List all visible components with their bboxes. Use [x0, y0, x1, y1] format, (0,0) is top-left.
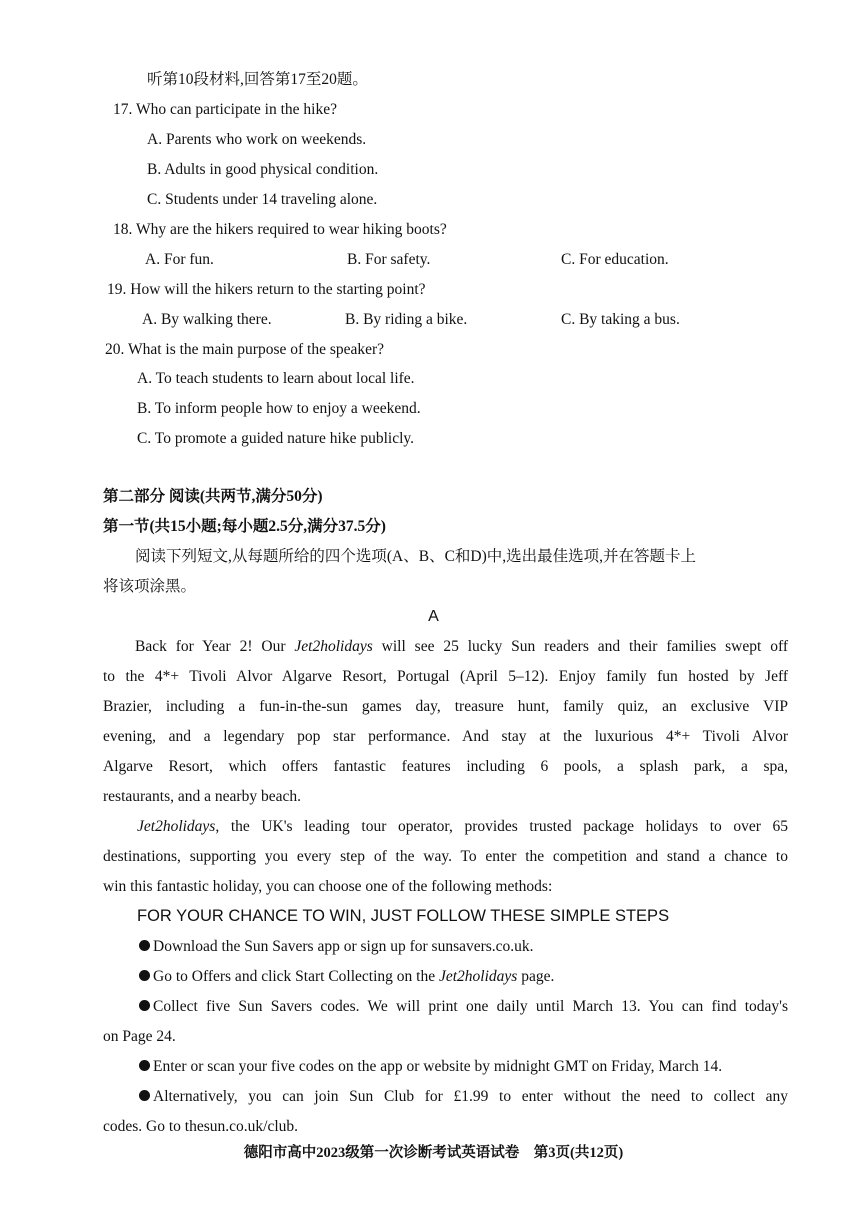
question-17-option-b: B. Adults in good physical condition. [147, 161, 379, 178]
brand-name: Jet2holidays [294, 638, 373, 655]
reading-part-title: 第二部分 阅读(共两节,满分50分) [103, 488, 323, 505]
question-17-option-c: C. Students under 14 traveling alone. [147, 191, 378, 208]
bullet-icon [139, 1060, 150, 1071]
passage-p1-line-6: restaurants, and a nearby beach. [103, 788, 301, 805]
brand-name: Jet2holidays [438, 968, 518, 985]
question-17-option-a: A. Parents who work on weekends. [147, 131, 367, 148]
step-3-line-1 [139, 997, 788, 1017]
step-2-pre: Go to Offers and click Start Collecting on the [153, 968, 439, 985]
question-18-option-b: B. For safety. [347, 251, 431, 268]
passage-p1-line-5: Algarve Resort, which offers fantastic features including 6 pools, a splash park, a spa, [103, 758, 788, 775]
bullet-icon [139, 1000, 150, 1011]
question-20-option-c: C. To promote a guided nature hike publicly. [137, 430, 414, 447]
page-footer: 德阳市高中2023级第一次诊断考试英语试卷 第3页(共12页) [243, 1145, 624, 1161]
reading-instructions-line-2: 将该项涂黑。 [103, 578, 197, 595]
bullet-icon [139, 970, 150, 981]
step-4 [139, 1057, 722, 1077]
question-17-stem: 17. Who can participate in the hike? [113, 101, 337, 118]
question-20-option-a: A. To teach students to learn about local life. [137, 370, 415, 387]
question-20-option-b: B. To inform people how to enjoy a weekend. [137, 400, 421, 417]
step-5-line-1 [139, 1087, 788, 1107]
step-2 [139, 967, 554, 987]
passage-p1-line-4: evening, and a legendary pop star performance. And stay at the luxurious 4*+ Tivoli Alvor [103, 728, 788, 745]
passage-p2-line-3: win this fantastic holiday, you can choose one of the following methods: [103, 878, 553, 895]
step-5-line-2: codes. Go to thesun.co.uk/club. [103, 1118, 299, 1135]
step-5-text: Alternatively, you can join Sun Club for £1.99 to enter without the need to collect any [153, 1088, 788, 1105]
step-4-text: Enter or scan your five codes on the app or website by midnight GMT on Friday, March 14. [153, 1058, 723, 1075]
listening-section-intro: 听第10段材料,回答第17至20题。 [147, 71, 368, 88]
brand-name: Jet2holidays [137, 818, 216, 835]
bullet-icon [139, 940, 150, 951]
passage-p1-line-1-post: will see 25 lucky Sun readers and their families swept off [372, 638, 788, 655]
bullet-icon [139, 1090, 150, 1101]
question-19-option-a: A. By walking there. [142, 311, 272, 328]
passage-label: A [428, 608, 439, 625]
passage-p1-line-2: to the 4*+ Tivoli Alvor Algarve Resort, Portugal (April 5–12). Enjoy family fun hosted by Jeff [103, 668, 788, 685]
step-3-line-2: on Page 24. [103, 1028, 176, 1045]
question-19-option-b: B. By riding a bike. [345, 311, 468, 328]
question-19-option-c: C. By taking a bus. [561, 311, 680, 328]
passage-p1-line-3: Brazier, including a fun-in-the-sun games day, treasure hunt, family quiz, an exclusive VIP [103, 698, 788, 715]
passage-p2-line-1 [137, 817, 788, 837]
passage-p1-line-1 [135, 637, 788, 657]
passage-p1-line-1-pre: Back for Year 2! Our [135, 638, 295, 655]
question-18-option-c: C. For education. [561, 251, 669, 268]
passage-p2-line-2: destinations, supporting you every step of the way. To enter the competition and stand a chance to [103, 848, 788, 865]
question-18-option-a: A. For fun. [145, 251, 214, 268]
step-2-post: page. [517, 968, 555, 985]
steps-heading: FOR YOUR CHANCE TO WIN, JUST FOLLOW THESE SIMPLE STEPS [137, 907, 670, 925]
passage-p2-line-1-post: , the UK's leading tour operator, provides trusted package holidays to over 65 [215, 818, 788, 835]
reading-section-title: 第一节(共15小题;每小题2.5分,满分37.5分) [103, 518, 386, 535]
step-3-text: Collect five Sun Savers codes. We will print one daily until March 13. You can find today's [153, 998, 788, 1015]
step-1 [139, 937, 534, 957]
question-20-stem: 20. What is the main purpose of the speaker? [105, 341, 385, 358]
question-19-stem: 19. How will the hikers return to the starting point? [107, 281, 426, 298]
reading-instructions-line-1: 阅读下列短文,从每题所给的四个选项(A、B、C和D)中,选出最佳选项,并在答题卡上 [135, 548, 697, 565]
question-18-stem: 18. Why are the hikers required to wear hiking boots? [113, 221, 447, 238]
step-1-text: Download the Sun Savers app or sign up for sunsavers.co.uk. [153, 938, 534, 955]
